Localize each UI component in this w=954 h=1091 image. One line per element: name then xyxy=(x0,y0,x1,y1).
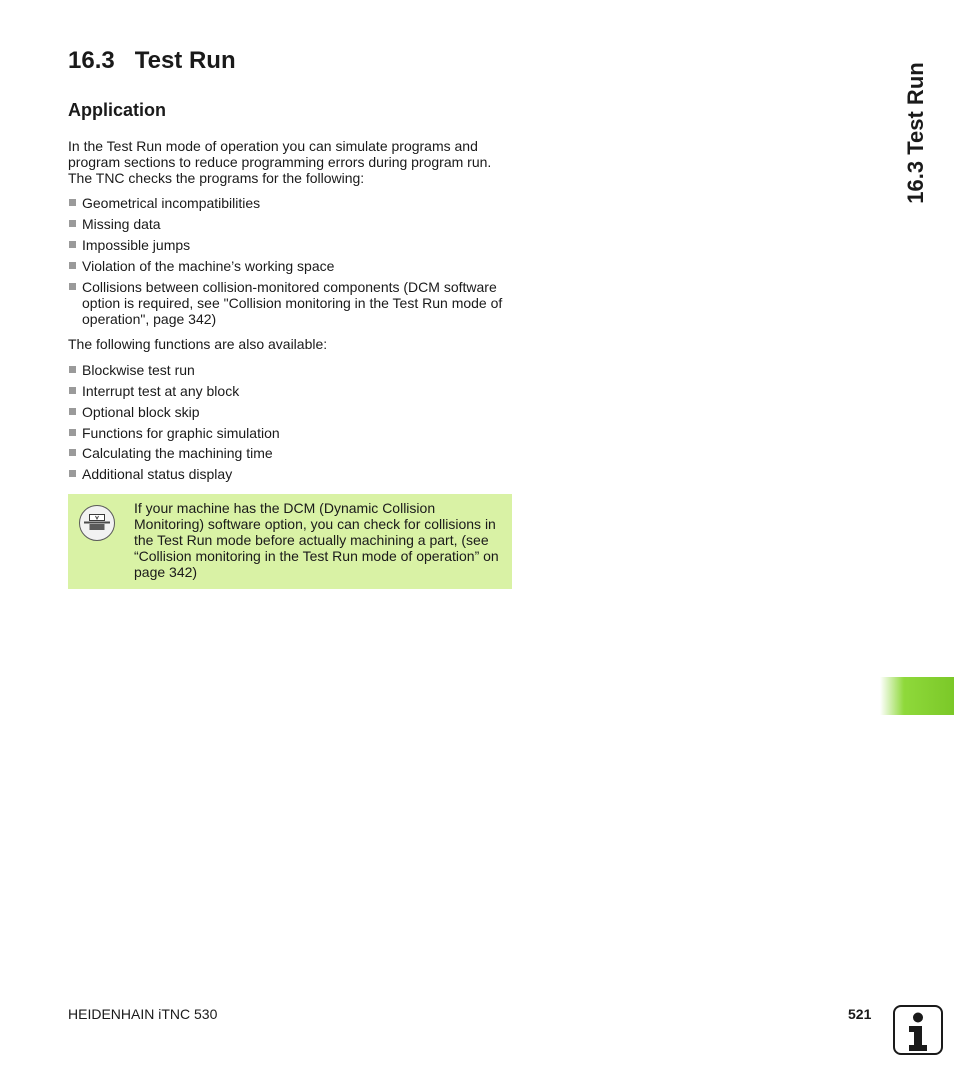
note-box xyxy=(68,494,512,589)
bullet-square-icon xyxy=(69,262,76,269)
list-item: Additional status display xyxy=(68,466,514,482)
info-icon xyxy=(893,1005,943,1055)
side-running-title: 16.3 Test Run xyxy=(903,62,928,204)
page-number: 521 xyxy=(848,1006,872,1022)
list-item: Calculating the machining time xyxy=(68,445,514,461)
machine-function-icon xyxy=(79,505,115,541)
list-item: Interrupt test at any block xyxy=(68,383,514,399)
footer-product: HEIDENHAIN iTNC 530 xyxy=(68,1006,218,1022)
list-item: Violation of the machine’s working space xyxy=(68,258,514,274)
bullet-square-icon xyxy=(69,241,76,248)
bullet-square-icon xyxy=(69,387,76,394)
list-item: Geometrical incompatibilities xyxy=(68,195,514,211)
section-title: Test Run xyxy=(134,47,236,74)
list-item: Blockwise test run xyxy=(68,362,514,378)
bullet-square-icon xyxy=(69,449,76,456)
note-text: If your machine has the DCM (Dynamic Collision Monitoring) software option, you can check for collisions in the Test Run mode before actually machining a part, (see “Collision monitoring in the Test Run mode of operation” on page 342) xyxy=(134,500,499,580)
bullet-square-icon xyxy=(69,366,76,373)
intro-paragraph: In the Test Run mode of operation you can simulate programs and program sections to reduce programming errors during program run. The TNC checks the programs for the following: xyxy=(68,138,492,186)
functions-intro: The following functions are also available: xyxy=(68,336,328,352)
bullet-square-icon xyxy=(69,220,76,227)
list-item: Collisions between collision-monitored components (DCM software option is required, see "Collision monitoring in the Test Run mode of operation", page 342) xyxy=(68,279,514,327)
list-item: Impossible jumps xyxy=(68,237,514,253)
bullet-square-icon xyxy=(69,283,76,290)
list-item: Optional block skip xyxy=(68,404,514,420)
bullet-square-icon xyxy=(69,199,76,206)
list-item: Functions for graphic simulation xyxy=(68,425,514,441)
section-number: 16.3 xyxy=(68,47,115,74)
subsection-heading: Application xyxy=(68,100,166,120)
bullet-square-icon xyxy=(69,470,76,477)
bullet-square-icon xyxy=(69,429,76,436)
chapter-tab xyxy=(880,677,954,715)
list-item: Missing data xyxy=(68,216,514,232)
section-heading xyxy=(68,47,236,75)
bullet-square-icon xyxy=(69,408,76,415)
